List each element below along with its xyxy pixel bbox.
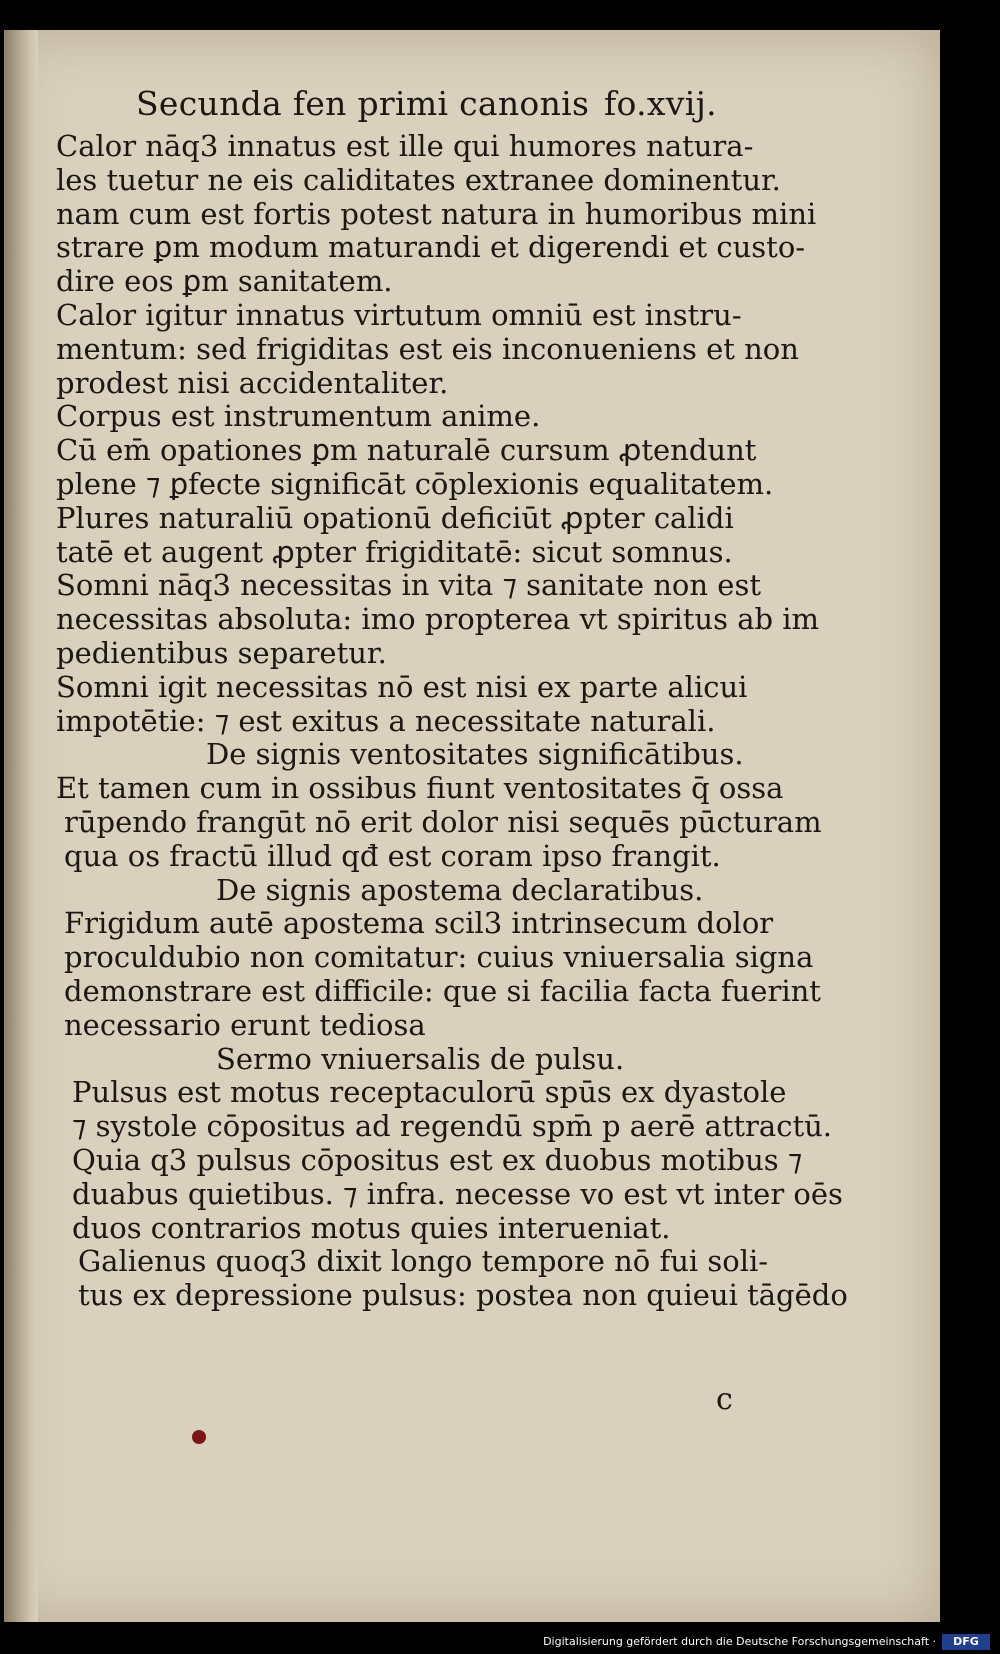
- running-header: [136, 84, 736, 123]
- text-line: impotētie: ⁊ est exitus a necessitate naturali.: [56, 703, 716, 738]
- section-heading: De signis ventositates significātibus.: [206, 737, 744, 772]
- text-line: mentum: sed frigiditas est eis inconueniens et non: [56, 331, 799, 366]
- folio-number: fo.xvij.: [604, 84, 717, 123]
- text-line: Calor nāq3 innatus est ille qui humores natura-: [56, 129, 754, 163]
- text-line: qua os fractū illud qđ est coram ipso frangit.: [64, 838, 721, 873]
- text-line: nam cum est fortis potest natura in humoribus mini: [56, 196, 817, 231]
- section-heading: De signis apostema declaratibus.: [216, 872, 704, 907]
- text-line: necessario erunt tediosa: [64, 1007, 426, 1042]
- text-line: Quia q3 pulsus cōpositus est ex duobus motibus ⁊: [72, 1142, 803, 1177]
- text-line: necessitas absoluta: imo propterea vt spiritus ab im: [56, 602, 820, 637]
- text-line: dire eos ꝑm sanitatem.: [56, 264, 393, 299]
- text-line: Frigidum autē apostema scil3 intrinsecum dolor: [64, 906, 774, 941]
- text-line: duabus quietibus. ⁊ infra. necesse vo est vt inter oēs: [72, 1176, 843, 1211]
- text-line: prodest nisi accidentaliter.: [56, 365, 449, 400]
- header-title: Secunda fen primi canonis: [136, 84, 590, 123]
- text-block: [56, 129, 848, 1313]
- page-gutter: [4, 30, 38, 1622]
- text-line: Cū em̄ opationes ꝑm naturalē cursum ꝓtendunt: [56, 433, 757, 468]
- text-line: ⁊ systole cōpositus ad regendū spm̄ p aerē attractū.: [72, 1109, 833, 1144]
- text-line: Somni igit necessitas nō est nisi ex parte alicui: [56, 669, 748, 704]
- text-line: tus ex depressione pulsus: postea non quieui tāgēdo: [78, 1278, 848, 1313]
- ink-dot: [192, 1430, 206, 1444]
- text-line: strare ꝑm modum maturandi et digerendi et custo-: [56, 230, 806, 265]
- text-line: duos contrarios motus quies interueniat.: [72, 1210, 671, 1245]
- text-line: Galienus quoq3 dixit longo tempore nō fui soli-: [78, 1244, 769, 1279]
- text-line: plene ⁊ ꝑfecte significāt cōplexionis equalitatem.: [56, 466, 774, 501]
- signature-mark: c: [716, 1382, 733, 1417]
- text-line: pedientibus separetur.: [56, 635, 387, 670]
- book-page: [4, 30, 940, 1622]
- text-line: Et tamen cum in ossibus fiunt ventositates q̄ ossa: [56, 771, 784, 806]
- text-line: Pulsus est motus receptaculorū spūs ex dyastole: [72, 1075, 787, 1110]
- text-line: rūpendo frangūt nō erit dolor nisi sequēs pūcturam: [64, 804, 822, 839]
- text-line: proculdubio non comitatur: cuius vniuersalia signa: [64, 940, 814, 975]
- section-heading: Sermo vniuersalis de pulsu.: [216, 1041, 625, 1076]
- digitization-credit: Digitalisierung gefördert durch die Deutsche Forschungsgemeinschaft ·: [543, 1635, 936, 1648]
- text-line: Somni nāq3 necessitas in vita ⁊ sanitate non est: [56, 568, 761, 603]
- dfg-logo: DFG: [942, 1634, 990, 1650]
- text-line: Plures naturaliū opationū deficiūt ꝓpter calidi: [56, 500, 734, 535]
- text-line: Calor igitur innatus virtutum omniū est instru-: [56, 297, 742, 332]
- text-line: demonstrare est difficile: que si facilia facta fuerint: [64, 973, 821, 1008]
- text-line: Corpus est instrumentum anime.: [56, 399, 541, 434]
- text-line: les tuetur ne eis caliditates extranee dominentur.: [56, 162, 781, 197]
- text-line: tatē et augent ꝓpter frigiditatē: sicut somnus.: [56, 534, 733, 569]
